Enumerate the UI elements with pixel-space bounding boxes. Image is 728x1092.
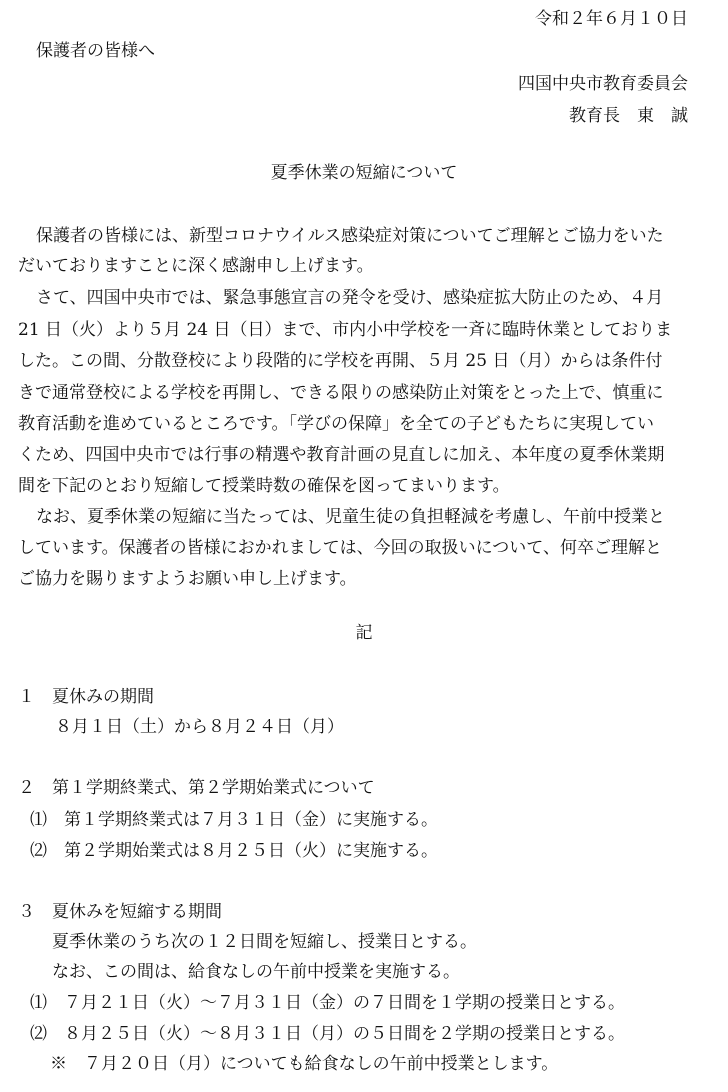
section-line: 夏季休業のうち次の１２日間を短縮し、授業日とする。 <box>52 932 477 952</box>
section-heading: １ 夏休みの期間 <box>18 687 154 707</box>
document-title: 夏季休業の短縮について <box>270 163 458 183</box>
section-note: ※ ７月２０日（月）についても給食なしの午前中授業とします。 <box>50 1054 559 1074</box>
paragraph-line: さて、四国中央市では、緊急事態宣言の発令を受け、感染症拡大防止のため、４月 <box>36 288 664 308</box>
addressee: 保護者の皆様へ <box>36 41 155 61</box>
section-item: ⑵ ８月２５日（火）～８月３１日（月）の５日間を２学期の授業日とする。 <box>30 1024 625 1044</box>
paragraph-line: した。この間、分散登校により段階的に学校を再開、５月 25 日（月）からは条件付 <box>18 351 663 371</box>
section-item: ⑴ ７月２１日（火）～７月３１日（金）の７日間を１学期の授業日とする。 <box>30 993 625 1013</box>
paragraph-line: くため、四国中央市では行事の精選や教育計画の見直しに加え、本年度の夏季休業期 <box>18 445 665 465</box>
paragraph-line: だいておりますことに深く感謝申し上げます。 <box>18 256 374 276</box>
paragraph-line: しています。保護者の皆様におかれましては、今回の取扱いについて、何卒ご理解と <box>18 538 662 558</box>
section-item: ⑴ 第１学期終業式は７月３１日（金）に実施する。 <box>30 810 438 830</box>
paragraph-line: ご協力を賜りますようお願い申し上げます。 <box>18 569 357 589</box>
paragraph-line: なお、夏季休業の短縮に当たっては、児童生徒の負担軽減を考慮し、午前中授業と <box>36 507 665 527</box>
ki-heading: 記 <box>355 623 373 643</box>
section-line: なお、この間は、給食なしの午前中授業を実施する。 <box>52 962 460 982</box>
paragraph-line: 21 日（火）より５月 24 日（日）まで、市内小中学校を一斉に臨時休業としておりま <box>18 320 673 340</box>
paragraph-line: きで通常登校による学校を再開し、できる限りの感染防止対策をとった上で、慎重に <box>18 383 664 403</box>
date: 令和２年６月１０日 <box>535 9 688 29</box>
section-line: ８月１日（土）から８月２４日（月） <box>55 717 344 737</box>
section-heading: ２ 第１学期終業式、第２学期始業式について <box>18 778 375 798</box>
section-heading: ３ 夏休みを短縮する期間 <box>18 902 222 922</box>
organization: 四国中央市教育委員会 <box>518 74 688 94</box>
paragraph-line: 保護者の皆様には、新型コロナウイルス感染症対策についてご理解とご協力をいた <box>36 226 664 246</box>
sender: 教育長 東 誠 <box>569 106 688 126</box>
paragraph-line: 教育活動を進めているところです。「学びの保障」を全ての子どもたちに実現してい <box>18 414 654 434</box>
paragraph-line: 間を下記のとおり短縮して授業時数の確保を図ってまいります。 <box>18 476 510 496</box>
section-item: ⑵ 第２学期始業式は８月２５日（火）に実施する。 <box>30 841 438 861</box>
